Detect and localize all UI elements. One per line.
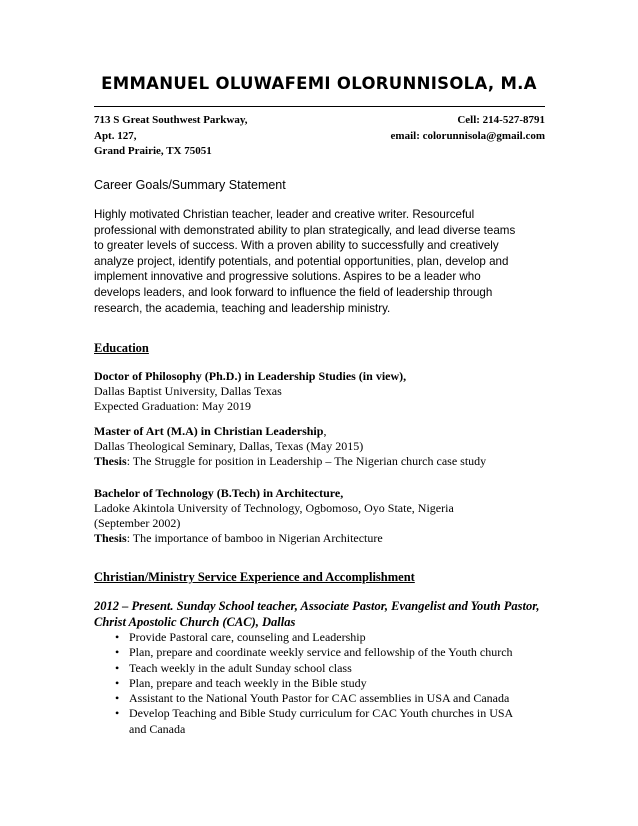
cell-phone: Cell: 214-527-8791 [457,114,545,126]
list-item [94,706,554,721]
bullet-icon: • [115,706,120,721]
summary-heading: Career Goals/Summary Statement [94,178,286,192]
institution: Dallas Baptist University, Dallas Texas [94,384,282,398]
duty-text: Plan, prepare and teach weekly in the Bible study [129,675,367,690]
duty-text: Develop Teaching and Bible Study curriculum for CAC Youth churches in USA [129,706,514,721]
degree-title: Master of Art (M.A) in Christian Leadership [94,424,324,438]
summary-line: implement innovative and progressive solutions. Aspires to be a leader who [94,270,481,284]
address-line-3: Grand Prairie, TX 75051 [94,145,212,157]
summary-line: Highly motivated Christian teacher, leader and creative writer. Resourceful [94,208,475,221]
role-title: 2012 – Present. Sunday School teacher, Associate Pastor, Evangelist and Youth Pastor, [94,599,540,613]
thesis-label: Thesis [94,454,127,468]
list-item [94,691,554,706]
education-ma [94,424,554,469]
thesis-label: Thesis [94,531,127,545]
bullet-icon: • [115,630,120,644]
summary-line: develops leaders, and look forward to influence the field of leadership through [94,285,493,299]
duty-text: Teach weekly in the adult Sunday school class [129,660,352,675]
email-address: email: colorunnisola@gmail.com [390,129,545,142]
education-phd [94,369,554,414]
address-block [94,113,248,160]
ministry-heading: Christian/Ministry Service Experience and Accomplishment [94,570,415,584]
thesis-text: : The Struggle for position in Leadership – The Nigerian church case study [126,454,487,468]
bullet-icon: • [115,660,120,675]
bullet-icon: • [115,645,120,660]
education-btech [94,486,554,546]
list-item [94,676,554,691]
ministry-duties [94,630,554,737]
degree-title: Doctor of Philosophy (Ph.D.) in Leadership Studies (in view), [94,369,407,383]
list-item [94,645,554,660]
ministry-role [94,599,554,630]
list-item [94,661,554,676]
thesis-text: : The importance of bamboo in Nigerian Architecture [126,531,383,545]
summary-line: analyze project, identify potentials, and potential opportunities, plan, develop and [94,254,509,268]
address-line-2: Apt. 127, [94,129,137,142]
summary-line: professional with demonstrated ability to plan strategically, and lead diverse teams [94,223,516,237]
graduation-date: Expected Graduation: May 2019 [94,399,251,413]
contact-block [391,113,545,144]
degree-title-suffix: , [323,424,327,438]
duty-text: and Canada [129,721,186,736]
summary-paragraph [94,207,554,316]
graduation-date: (September 2002) [94,516,181,530]
duty-text: Plan, prepare and coordinate weekly service and fellowship of the Youth church [129,645,513,660]
list-item-continuation [94,722,554,737]
candidate-name: EMMANUEL OLUWAFEMI OLORUNNISOLA, M.A [101,74,537,93]
institution: Dallas Theological Seminary, Dallas, Texas (May 2015) [94,439,364,453]
list-item [94,630,554,645]
bullet-icon: • [115,675,120,690]
bullet-icon: • [115,691,120,706]
institution: Ladoke Akintola University of Technology, Ogbomoso, Oyo State, Nigeria [94,501,454,515]
duty-text: Assistant to the National Youth Pastor for CAC assemblies in USA and Canada [129,691,510,706]
duty-text: Provide Pastoral care, counseling and Leadership [129,630,366,644]
header-divider [94,106,545,107]
role-organization: Christ Apostolic Church (CAC), Dallas [94,614,296,629]
education-heading: Education [94,341,149,355]
summary-line: research, the academia, teaching and leadership ministry. [94,301,391,315]
summary-line: to greater levels of success. With a proven ability to successfully and creatively [94,239,499,253]
degree-title: Bachelor of Technology (B.Tech) in Architecture, [94,486,344,500]
address-line-1: 713 S Great Southwest Parkway, [94,114,248,126]
